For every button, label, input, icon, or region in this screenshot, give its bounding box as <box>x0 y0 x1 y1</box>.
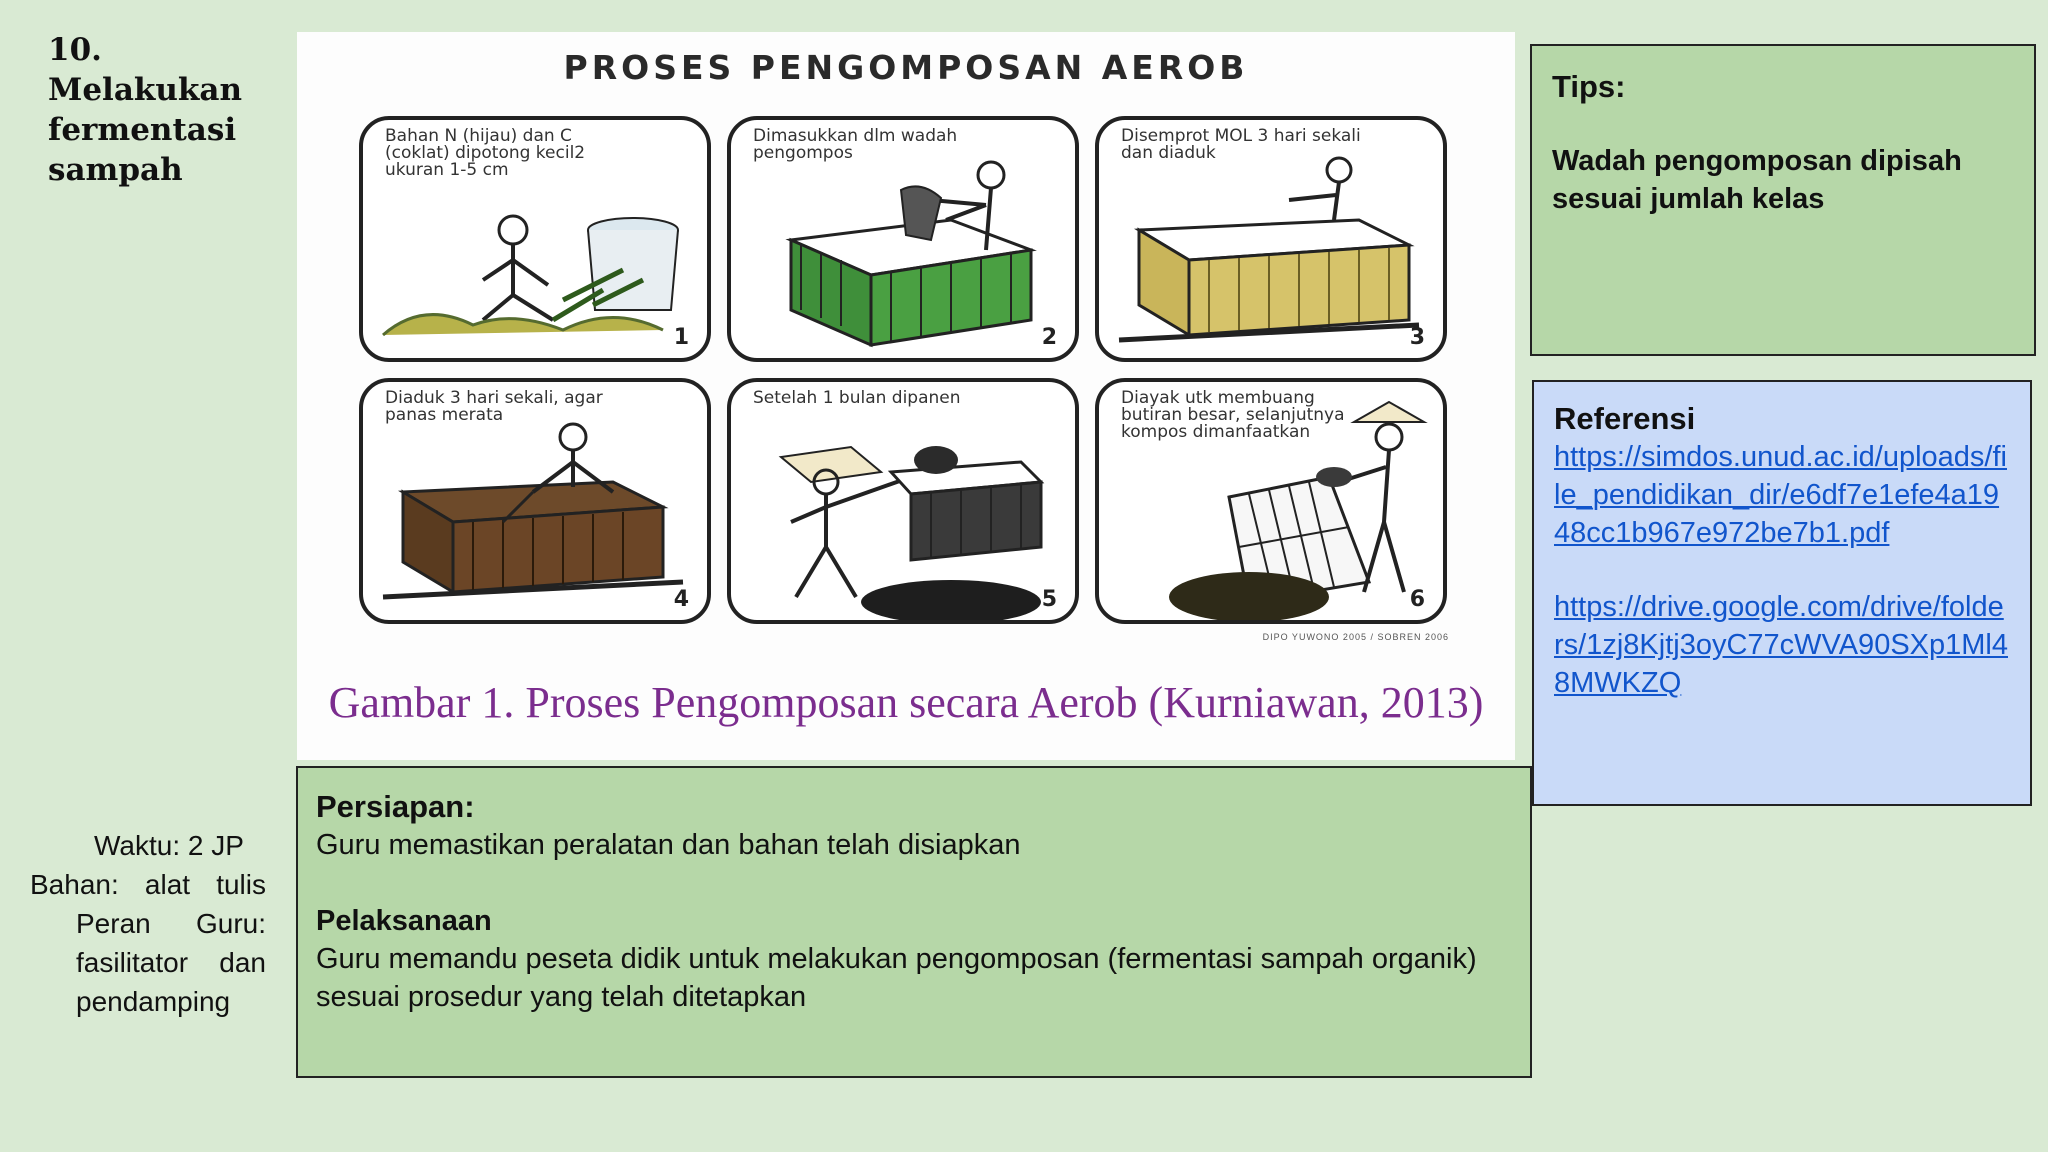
figure-title: PROSES PENGOMPOSAN AEROB <box>563 48 1249 87</box>
step-caption: Diayak utk membuang butiran besar, selanjutnya kompos dimanfaatkan <box>1121 388 1345 442</box>
step-caption: Disemprot MOL 3 hari sekali dan diaduk <box>1121 126 1361 163</box>
step-illustration <box>731 382 1075 620</box>
slide-title: 10. Melakukan fermentasi sampah <box>48 32 243 188</box>
step-panel-1 <box>359 116 711 362</box>
material-label: Bahan: alat tulis <box>30 869 266 900</box>
reference-link[interactable]: https://simdos.unud.ac.id/uploads/file_pendidikan_dir/e6df7e1efe4a1948cc1b967e972be7b1.pdf <box>1554 441 2007 549</box>
illustration-credit: DIPO YUWONO 2005 / SOBREN 2006 <box>1262 632 1449 642</box>
step-number: 5 <box>1041 587 1057 612</box>
step-illustration <box>363 120 707 358</box>
tips-box <box>1530 44 2036 356</box>
preparation-heading: Persiapan: <box>316 789 475 824</box>
tips-heading: Tips: <box>1552 69 1626 104</box>
preparation-text: Guru memastikan peralatan dan bahan telah disiapkan <box>316 829 1021 861</box>
step-caption: Diaduk 3 hari sekali, agar panas merata <box>385 388 603 425</box>
step-number: 4 <box>673 587 689 612</box>
composting-figure <box>297 32 1515 760</box>
implementation-heading: Pelaksanaan <box>316 905 492 937</box>
step-number: 1 <box>673 325 689 350</box>
step-number: 2 <box>1041 325 1057 350</box>
step-caption: Bahan N (hijau) dan C (coklat) dipotong kecil2 ukuran 1-5 cm <box>385 126 586 180</box>
references-heading: Referensi <box>1554 401 1696 436</box>
references-box <box>1532 380 2032 806</box>
step-illustration <box>731 120 1075 358</box>
step-number: 3 <box>1409 325 1425 350</box>
step-panel-2 <box>727 116 1079 362</box>
step-illustration <box>1099 120 1443 358</box>
step-panel-6 <box>1095 378 1447 624</box>
implementation-text: Guru memandu peseta didik untuk melakukan pengomposan (fermentasi sampah organik) sesuai prosedur yang telah ditetapkan <box>316 943 1477 1013</box>
teacher-role-line-2: fasilitator dan <box>76 947 266 978</box>
step-caption: Dimasukkan dlm wadah pengompos <box>753 126 958 163</box>
figure-caption: Gambar 1. Proses Pengomposan secara Aerob (Kurniawan, 2013) <box>328 678 1484 727</box>
lesson-meta <box>30 826 266 1021</box>
step-illustration <box>363 382 707 620</box>
reference-link[interactable]: https://drive.google.com/drive/folders/1zj8Kjtj3oyC77cWVA90SXp1Ml48MWKZQ <box>1554 591 2008 699</box>
tips-text: Wadah pengomposan dipisah sesuai jumlah kelas <box>1552 145 1962 215</box>
step-panel-4 <box>359 378 711 624</box>
teacher-role-label: Peran Guru: <box>76 908 266 939</box>
step-caption: Setelah 1 bulan dipanen <box>753 388 961 408</box>
step-panel-5 <box>727 378 1079 624</box>
step-number: 6 <box>1409 587 1425 612</box>
step-illustration <box>1099 382 1443 620</box>
procedure-box <box>296 766 1532 1078</box>
teacher-role-line-3: pendamping <box>76 986 231 1017</box>
step-panel-3 <box>1095 116 1447 362</box>
time-label: Waktu: 2 JP <box>94 830 244 861</box>
